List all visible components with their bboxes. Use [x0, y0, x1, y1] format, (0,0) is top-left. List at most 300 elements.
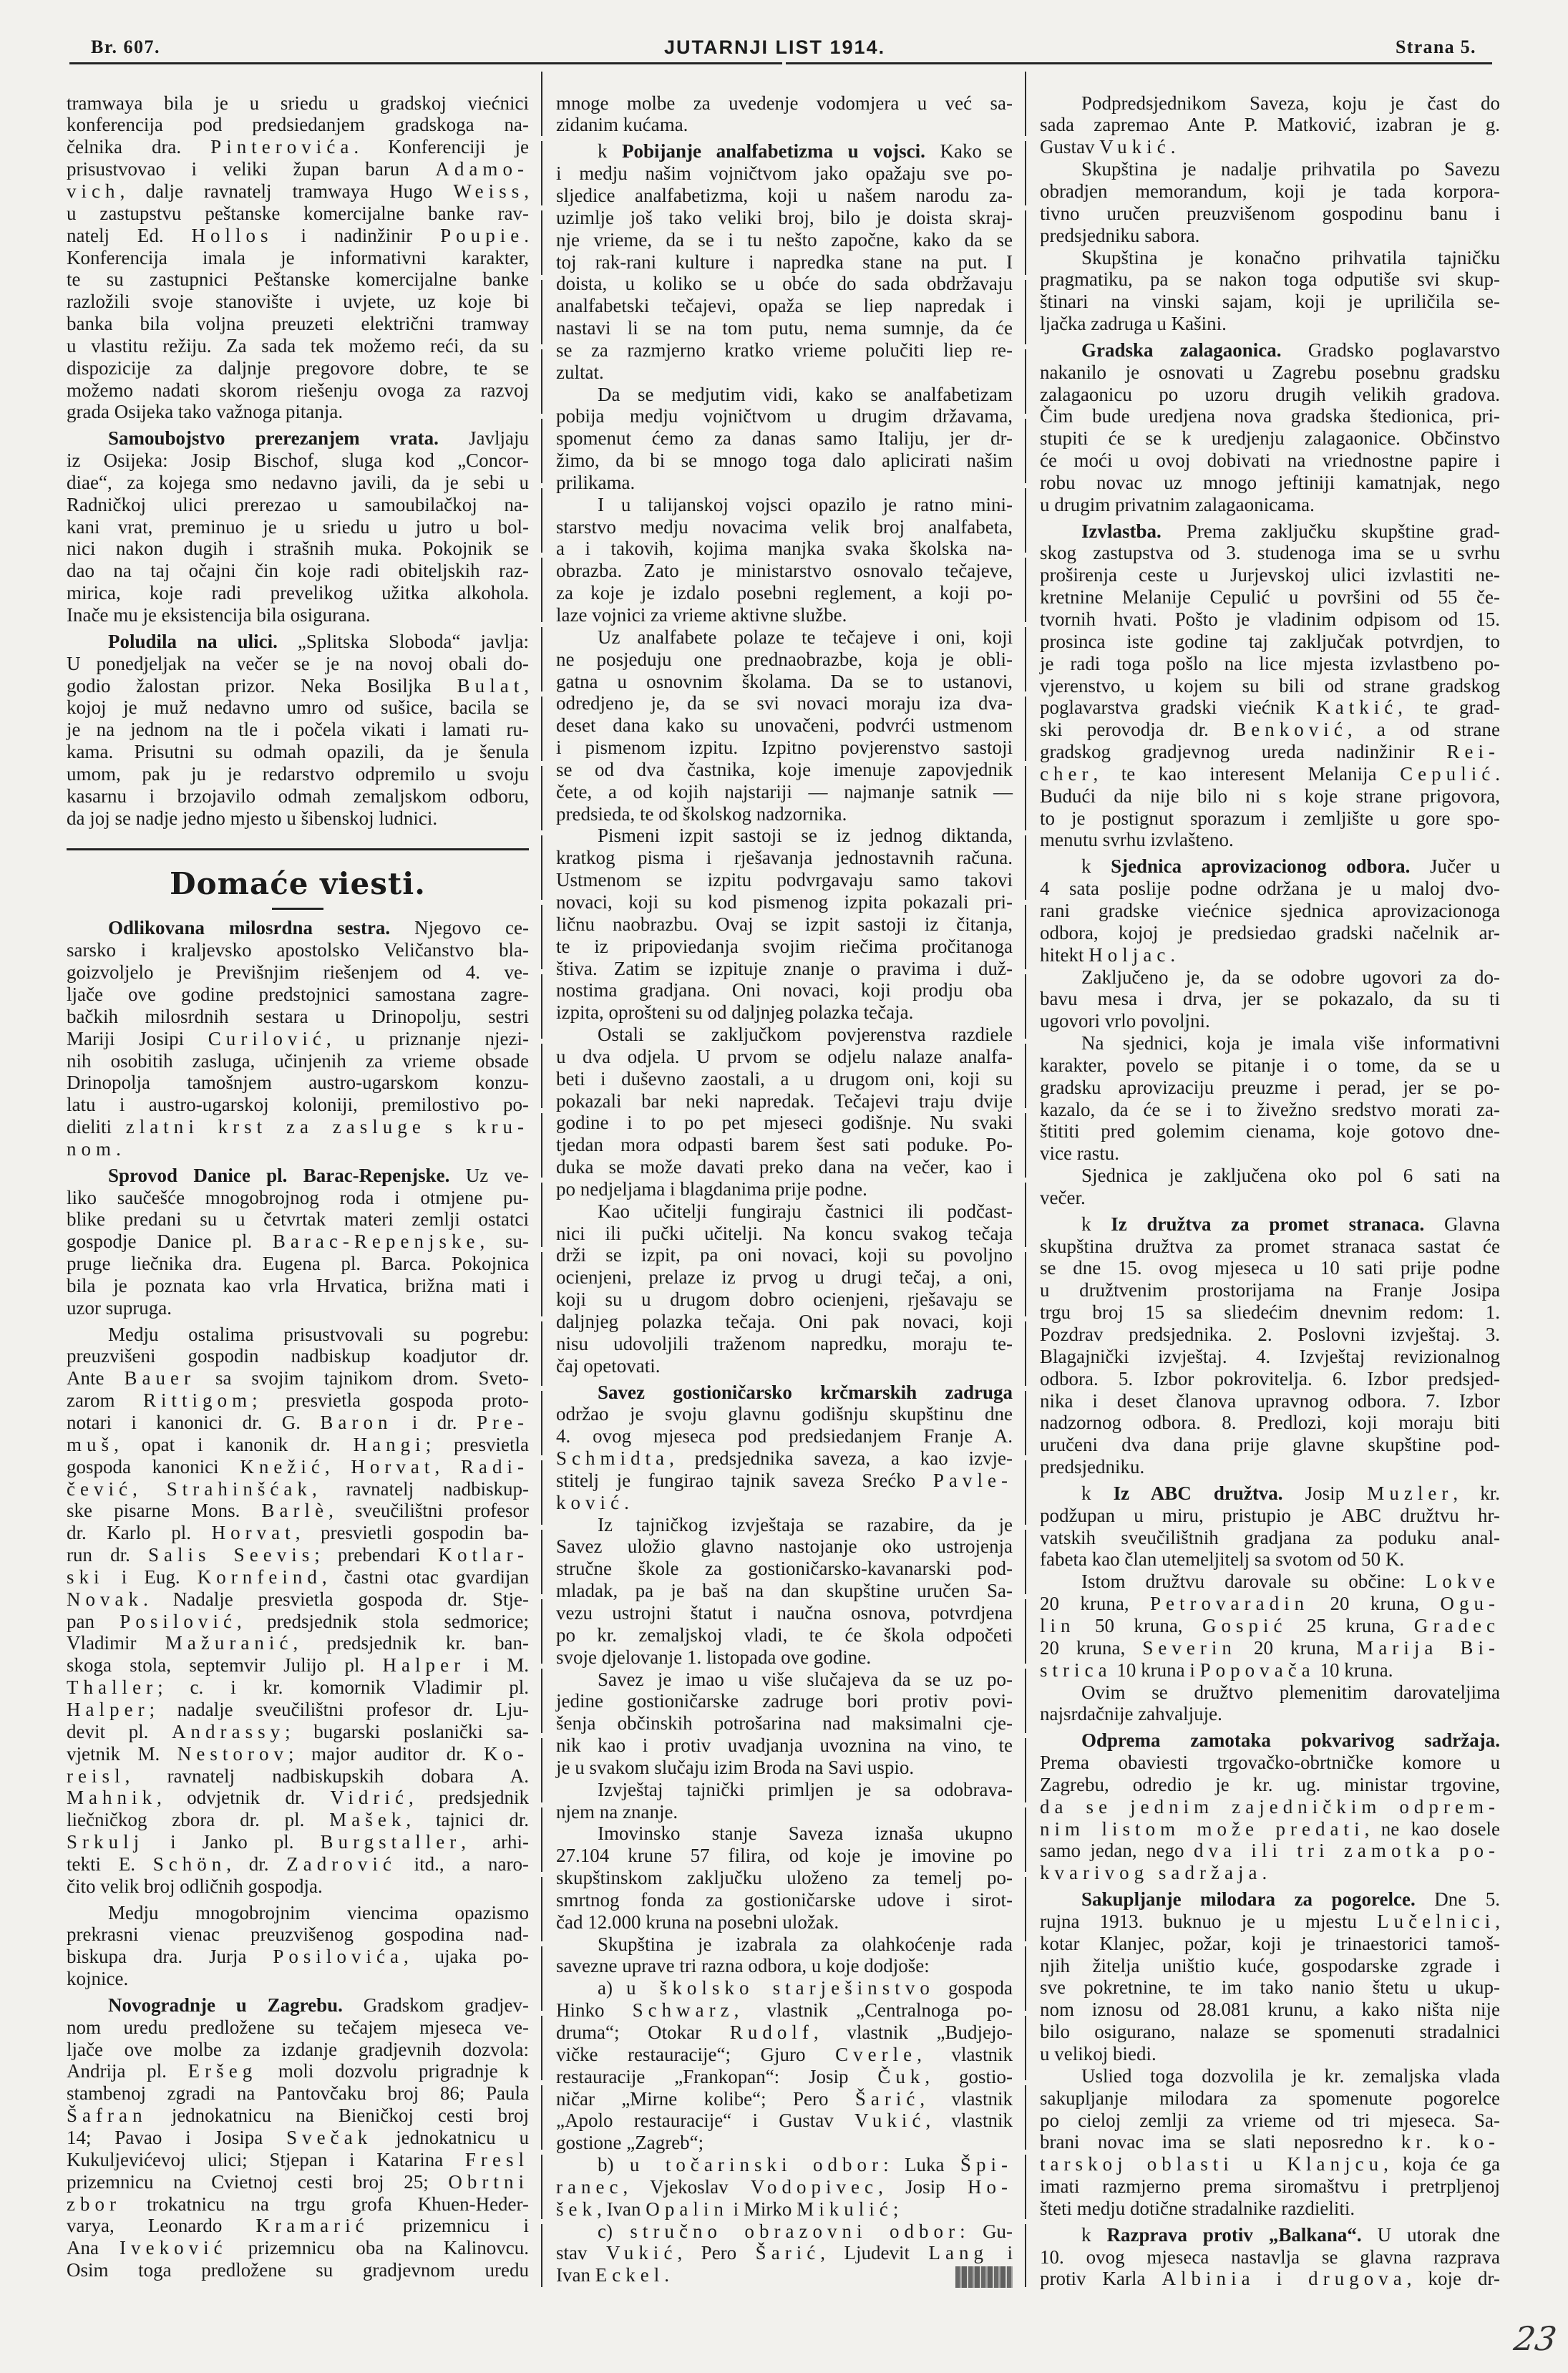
text-line	[67, 2060, 529, 2082]
letterspaced-emphasis: Burgstaller	[320, 1831, 462, 1853]
text-line: iz Osijeka: Josip Bischof, sluga kod „Concor-	[67, 450, 529, 472]
text-line: predsjedniku.	[1040, 1456, 1145, 1478]
paragraph	[556, 1933, 1013, 1978]
letterspaced-emphasis: Posilovića	[273, 1946, 404, 1968]
text-run: zarom	[67, 1389, 143, 1412]
text-line	[1040, 2224, 1500, 2246]
text-line: nika i deset članova upravnog odbora. 7. Izbor	[1040, 1389, 1500, 1412]
text-line	[67, 2215, 529, 2237]
text-run: , vlastnik „Budjejo-	[813, 2022, 1013, 2043]
text-line: duka se može davati preko dana na večer, kao i	[556, 1156, 1013, 1178]
text-line: analfabetski tečajevi, opaža se liep napredak i	[556, 295, 1013, 317]
text-line: štiva. Zatim se izpituje znanje o pravima i duž-	[556, 957, 1013, 979]
text-line: Konferencija imala je informativni karakter,	[67, 246, 529, 268]
text-run: Gradsko poglavarstvo	[1281, 339, 1501, 361]
text-line: I u talijanskoj vojsci opazilo je ratno mini-	[598, 493, 1013, 515]
text-run: k	[1081, 2223, 1107, 2246]
text-line: preuzvišeni gospodin nadbiskup koadjutor dr.	[67, 1345, 529, 1367]
text-run: liečničkog zbora dr. pl.	[67, 1809, 330, 1831]
letterspaced-emphasis: u točarinski odbor	[629, 2154, 884, 2176]
text-line: Savez je imao u više slučajeva da se uz po-	[598, 1668, 1013, 1690]
letterspaced-emphasis: nom	[67, 1137, 117, 1160]
text-run: poglavarstva gradski viećnik	[1040, 697, 1317, 719]
section-divider-rule	[67, 848, 529, 850]
text-line	[67, 2171, 529, 2193]
text-line: dispozicije za daljnje pregovore dobre, te se	[67, 356, 529, 379]
text-line	[67, 1478, 529, 1500]
text-line: sljedice analfabetizma, koji u našem narodu za-	[556, 184, 1013, 206]
text-line: predsjedniku sabora.	[1040, 224, 1200, 246]
text-run: a)	[598, 1977, 627, 1999]
text-run: Glavna	[1424, 1213, 1501, 1235]
letterspaced-emphasis: Albinia i drugova	[1162, 2268, 1407, 2290]
letterspaced-emphasis: Severin	[1142, 1636, 1237, 1659]
text-line: bila je poznata kao vrla Hrvatica, brižna mati i	[67, 1274, 529, 1296]
letterspaced-emphasis: Curilović	[208, 1027, 326, 1049]
column-3	[1040, 92, 1500, 2291]
text-line: i pismenom izpitu. Izpitno povjerenstvo sastoji	[556, 737, 1013, 759]
text-run: ,	[524, 180, 529, 202]
text-line	[1040, 855, 1500, 878]
text-line: Pismeni izpit sastoji se iz jednog diktanda,	[598, 825, 1013, 847]
text-line: bavu mesa i drva, jer se pokazalo, da su ti	[1040, 988, 1500, 1010]
text-run: „Splitska Sloboda“ javlja:	[277, 630, 529, 652]
letterspaced-emphasis: Eršeg	[188, 2060, 258, 2082]
text-line: mnoge molbe za uvedenje vodomjera u već sa-	[556, 92, 1013, 114]
text-line: godine i to po pet mjeseci godišnje. Nu svaki	[556, 1112, 1013, 1134]
paragraph	[556, 494, 1013, 626]
article-headline: Gradska zalagaonica.	[1081, 339, 1282, 361]
text-line: sada zapremao Ante P. Matković, izabran je g.	[1040, 114, 1500, 136]
text-run: restauracije „Frankopan“: Josip	[556, 2065, 878, 2087]
text-run: moli dozvolu prigradnje k	[257, 2060, 529, 2082]
text-line: održao je svoju glavnu godišnju skupštinu dne	[556, 1403, 1013, 1425]
text-line: vezu ustrojni štatut i naučna osnova, potvrdjena	[556, 1601, 1013, 1624]
letterspaced-emphasis: Ho-	[967, 2175, 1013, 2198]
text-run: Gustav	[1040, 136, 1100, 158]
article-headline: Iz družtva za promet stranaca.	[1111, 1213, 1425, 1235]
letterspaced-emphasis: Mikulić	[797, 2198, 893, 2220]
text-run: Gradskom gradjev-	[342, 1994, 529, 2016]
letterspaced-emphasis: zlatni krst za zasluge s kru-	[125, 1116, 529, 1138]
text-run: run dr.	[67, 1544, 148, 1566]
letterspaced-emphasis: Iveković	[120, 2237, 228, 2259]
text-line: šenja občinskih potrošarina nad maksimalni cje-	[556, 1712, 1013, 1734]
text-line	[556, 1382, 1013, 1404]
text-run: prisustvovao i veliki župan barun	[67, 158, 436, 180]
text-run: godio žalostan prizor. Neka Bosiljka	[67, 674, 457, 697]
letterspaced-emphasis: Obrtni	[448, 2170, 529, 2193]
letterspaced-emphasis: Cepulić	[1400, 762, 1496, 785]
text-run: „Apolo restauracije“ i Gustav	[556, 2110, 854, 2132]
text-line: se dne 15. ovog mjeseca u 10 sati prije podne	[1040, 1257, 1500, 1279]
text-line: te su zastupnici Peštanske komercijalne banke	[67, 268, 529, 291]
text-run: 14; Pavao i Josipa	[67, 2127, 287, 2148]
text-line: 4 sata poslije podne održana je u maloj dvo-	[1040, 878, 1500, 900]
text-run: ničar „Mirne kolibe“; Pero	[556, 2087, 855, 2110]
text-line: drži se izpit, pa oni novaci, koji su povoljno	[556, 1244, 1013, 1266]
paragraph	[1040, 247, 1500, 335]
paragraph	[1040, 1571, 1500, 1681]
text-run: 20 kruna,	[1309, 1593, 1441, 1615]
section-heading: Domaće viesti.	[170, 866, 426, 902]
text-line	[67, 1831, 529, 1853]
paragraph	[1040, 1165, 1500, 1209]
text-run: gradskog gradjevnog ureda nadinžinir	[1040, 741, 1447, 763]
text-line	[67, 917, 529, 939]
text-line: gatna u osnovnim školama. Da se to ustanovi,	[556, 670, 1013, 692]
text-line: gradsku aprovizaciju preuzme i perad, jer se po-	[1040, 1076, 1500, 1098]
text-line: u dva odjela. U prvom se odjelu nalaze analfa-	[556, 1045, 1013, 1067]
text-run: samo jedan, nego	[1040, 1840, 1194, 1862]
text-run: 10 kruna i	[1111, 1659, 1200, 1681]
text-run: , predsjednik kr. ban-	[293, 1632, 529, 1654]
text-line	[556, 2198, 1013, 2221]
paragraph	[1040, 2065, 1500, 2220]
text-run: gospoda	[934, 1977, 1013, 1999]
text-run: ,	[132, 1477, 167, 1500]
letterspaced-emphasis: nim listom može predati	[1040, 1818, 1365, 1840]
text-run: gospoda kanonici	[67, 1455, 240, 1477]
text-line: stambenoj zgradi na Pantovčaku broj 86; Paula	[67, 2082, 529, 2105]
text-line: liko saučešće mnogobrojnog roda i otmjene pu-	[67, 1186, 529, 1208]
letterspaced-emphasis: Katkić	[1316, 697, 1398, 719]
letterspaced-emphasis: Vukić	[605, 2242, 678, 2264]
text-line: je na jednom na tle i počela vikati i lamati ru-	[67, 719, 529, 741]
text-run: varya, Leonardo	[67, 2215, 256, 2237]
news-article	[556, 1382, 1013, 1514]
news-article	[67, 1165, 529, 1319]
article-headline: Razprava protiv „Balkana“.	[1106, 2223, 1362, 2246]
letterspaced-emphasis: Vukić	[1099, 136, 1171, 158]
text-run: ; bugarski poslanički sa-	[285, 1720, 529, 1742]
letterspaced-emphasis: Pre-	[476, 1412, 529, 1433]
text-line: umom, pak ju je redarstvo odpremilo u svoju	[67, 762, 529, 785]
article-headline: Sprovod Danice pl. Barac-Repenjske.	[108, 1164, 450, 1186]
text-line	[67, 1544, 529, 1566]
text-run: trokatnicu na trgu grofa Khuen-Heder-	[121, 2193, 529, 2215]
text-run: k	[1081, 1213, 1111, 1235]
news-article	[67, 917, 529, 1160]
text-line: skupština družtva za promet stranaca sastat će	[1040, 1235, 1500, 1257]
text-run: 20 kruna,	[1040, 1593, 1150, 1615]
text-line: novaci, koji su kod pismenog izpita pokazali pri-	[556, 891, 1013, 913]
letterspaced-emphasis: Rei-	[1446, 741, 1500, 763]
text-line	[67, 1389, 529, 1412]
text-run: ; prebendari	[314, 1544, 439, 1566]
text-run: ; presvietla	[425, 1433, 529, 1455]
text-line	[1040, 1482, 1500, 1505]
text-run: , kr.	[1453, 1482, 1500, 1504]
article-headline: Odprema zamotaka pokvarivog sadržaja.	[1081, 1729, 1500, 1752]
text-line: po kr. zemaljskoj vladi, te će škola odpočeti	[556, 1624, 1013, 1646]
news-article	[556, 140, 1013, 383]
text-run: i Janko pl.	[144, 1831, 321, 1853]
text-line: pruge liečnika dra. Eugena pl. Barca. Pokojnica	[67, 1253, 529, 1275]
text-line	[1040, 1593, 1500, 1615]
text-line: karakter, povelo se pitanje i o tome, da se u	[1040, 1054, 1500, 1076]
text-line: a i takovih, kojima manjka svaka školska na-	[556, 538, 1013, 560]
text-run: , vlastnik	[925, 2110, 1013, 2132]
text-run: , predsjednik	[408, 1787, 529, 1809]
text-run: prizemnicu oba na Kalinovcu.	[227, 2237, 530, 2259]
text-run: prizemnicu na Cvietnoj cesti broj 25;	[67, 2170, 449, 2193]
text-line	[67, 2193, 529, 2216]
text-line: Radničkoj ulici prerezao u samoubilačkoj na-	[67, 493, 529, 515]
letterspaced-emphasis: Gradec	[1413, 1614, 1500, 1636]
paragraph	[556, 2221, 1013, 2287]
text-line: se za razmjerno kratko vrieme polučiti liep re-	[556, 339, 1013, 361]
text-line	[1040, 697, 1500, 719]
news-article	[1040, 1729, 1500, 1884]
text-run: ; presvietla gospoda proto-	[252, 1389, 529, 1412]
text-run: Mariji Josipi	[67, 1027, 208, 1049]
paragraph	[556, 1779, 1013, 1823]
text-run: itd., a naro-	[396, 1853, 529, 1875]
letterspaced-emphasis: strica	[1040, 1659, 1112, 1681]
letterspaced-emphasis: Vukić	[854, 2110, 926, 2132]
text-line: Imovinsko stanje Saveza iznaša ukupno	[598, 1823, 1013, 1845]
letterspaced-emphasis: u školsko starješinstvo	[626, 1977, 935, 1999]
text-line: Drinopolja tamošnjem austro-ugarskom konzu-	[67, 1072, 529, 1094]
text-line: proširenja ceste u Jurjevskoj ulici izvlastiti ne-	[1040, 564, 1500, 586]
letterspaced-emphasis: Lučelnici	[1377, 1910, 1496, 1932]
text-run: , te grad-	[1398, 697, 1500, 719]
text-line: Uz analfabete polaze te tečajeve i oni, koji	[598, 626, 1013, 648]
text-line	[67, 136, 529, 158]
text-run: 20 kruna,	[1040, 1636, 1143, 1659]
text-line: mladak, pa je baš na dan skupštine uručen Sa-	[556, 1580, 1013, 1602]
text-run: .	[524, 224, 529, 246]
letterspaced-emphasis: Kotlar-	[438, 1544, 529, 1566]
text-run: tekti E.	[67, 1853, 153, 1875]
text-run: i Eug.	[104, 1566, 198, 1588]
text-line: latu i austro-ugarskoj koloniji, premilostivo po-	[67, 1094, 529, 1116]
text-line: po nedjeljama i blagdanima prije podne.	[556, 1178, 867, 1200]
text-line: da joj se nadje jedno mjesto u šibenskoj ludnici.	[67, 807, 438, 829]
text-run: vjetnik M.	[67, 1742, 177, 1765]
text-run: k	[598, 140, 623, 162]
text-line	[1040, 2268, 1500, 2290]
text-line: Medju ostalima prisustvovali su pogrebu:	[108, 1323, 529, 1345]
text-line: nik kao i protiv uvadjanja uvoznina na vino, te	[556, 1734, 1013, 1757]
letterspaced-emphasis: kr. ko-	[1401, 2131, 1500, 2153]
text-run: , častni otac gvardijan	[321, 1566, 529, 1588]
text-run: : Luka	[883, 2154, 960, 2176]
text-run: dr. Karlo pl.	[67, 1522, 212, 1544]
text-line: fabeta kao član utemeljitelj sa svotom od 50 K.	[1040, 1548, 1405, 1571]
text-line	[1040, 741, 1500, 763]
letterspaced-emphasis: Šafran	[67, 2105, 147, 2127]
letterspaced-emphasis: ski	[67, 1566, 104, 1588]
text-line: večer.	[1040, 1186, 1086, 1208]
text-line: Blagajnički izvještaj. 4. Izvještaj revizionalnog	[1040, 1345, 1500, 1367]
text-line	[67, 1787, 529, 1809]
text-run: .	[664, 2264, 670, 2286]
text-line: Osim toga predložene su gradjevnom uredu	[67, 2259, 529, 2281]
text-run: k	[1081, 855, 1111, 878]
text-line: menutu svrhu izvlašteno.	[1040, 829, 1234, 851]
paragraph	[67, 92, 529, 424]
text-line: Ostali se zaključkom povjerenstva razdiele	[598, 1024, 1013, 1046]
text-line: uzor supruga.	[67, 1296, 172, 1319]
letterspaced-emphasis: Pinterovića	[210, 136, 354, 158]
letterspaced-emphasis: Srkulj	[67, 1831, 145, 1853]
text-line	[1040, 944, 1500, 966]
text-line: Medju mnogobrojnim viencima opazismo	[108, 1901, 529, 1923]
text-line: odredjeno je, da se svi novaci moraju iza dva-	[556, 692, 1013, 714]
text-run: Dne 5.	[1415, 1888, 1501, 1911]
article-headline: Iz ABC družtva.	[1113, 1482, 1283, 1504]
article-headline: Novogradnje u Zagrebu.	[108, 1994, 343, 2016]
text-line	[1040, 1659, 1500, 1682]
masthead-rule	[786, 62, 1492, 64]
text-line: nadzornog odbora. 8. Predlozi, koji moraju biti	[1040, 1412, 1500, 1434]
text-run: ,	[434, 1455, 461, 1477]
text-run: , Ivan	[597, 2198, 646, 2220]
text-run: Vladimir	[67, 1632, 165, 1654]
text-line: pobija medju vojničtvom u drugim državama,	[556, 405, 1013, 427]
paragraph	[1040, 966, 1500, 1033]
letterspaced-emphasis: Radi-	[460, 1455, 529, 1477]
paragraph	[556, 1823, 1013, 1933]
text-run: , vlastnik	[920, 2087, 1013, 2110]
text-run: ; major auditor dr.	[288, 1742, 484, 1765]
paragraph	[556, 92, 1013, 137]
text-line: uručeni dva dana prije glavne skupštine pod-	[1040, 1434, 1500, 1456]
text-line: ljačka zadruga u Kašini.	[1040, 313, 1227, 335]
text-line: spomenut ćemo za danas samo Italiju, jer dr-	[556, 427, 1013, 450]
text-line: prekrasni vienac preuzvišenog gospodina nad-	[67, 1923, 529, 1946]
issue-number: Br. 607.	[91, 37, 160, 57]
text-line: svoje djelovanje 1. listopada ove godine.	[556, 1646, 872, 1668]
text-line: zultat.	[556, 361, 604, 383]
text-run: Jučer u	[1410, 855, 1501, 878]
text-run: ski perovodja dr.	[1040, 719, 1234, 741]
paragraph	[556, 825, 1013, 1024]
letterspaced-emphasis: Čuk	[877, 2065, 925, 2087]
text-run: b)	[598, 2154, 630, 2176]
text-line	[67, 1165, 529, 1187]
text-line: robu novac uz mnogo jeftiniji kamatnjak, nego	[1040, 471, 1500, 493]
text-run: ske pisarne Mons.	[67, 1500, 262, 1522]
text-line: u velikoj biedi.	[1040, 2043, 1156, 2064]
letterspaced-emphasis: Kramarić	[255, 2215, 369, 2237]
text-line	[67, 1367, 529, 1389]
text-line: grada Osijeka tako važnoga pitanja.	[67, 401, 344, 423]
text-line: skog zastupstva od 3. studenoga ima se u svrhu	[1040, 542, 1500, 564]
text-line	[556, 1447, 1013, 1470]
text-run: .	[624, 1491, 629, 1513]
text-run: , u priznanje njezi-	[326, 1027, 529, 1049]
text-line	[1040, 1213, 1500, 1236]
text-run: , Ljudevit	[820, 2242, 929, 2264]
text-line: beti i duševno zaostali, a u drugom oni, koji su	[556, 1067, 1013, 1090]
text-run: sa svojim tajnikom drom. Sveto-	[195, 1367, 529, 1389]
letterspaced-emphasis: šek	[556, 2198, 598, 2220]
text-run: rujna 1913. buknuo je u mjestu	[1040, 1910, 1378, 1932]
text-run: c)	[598, 2220, 630, 2242]
text-line	[556, 2242, 1013, 2264]
text-line: doista, u koliko se u obće do sada obdržavaju	[556, 273, 1013, 295]
text-line: kani vrat, preminuo je u sriedu u jutro u bol-	[67, 515, 529, 538]
text-run: , dalje ravnatelj tramwaya Hugo	[120, 180, 454, 202]
text-run: dieliti	[67, 1116, 126, 1138]
news-article	[1040, 339, 1500, 516]
text-line	[67, 1028, 529, 1050]
news-article	[1040, 1888, 1500, 2065]
letterspaced-emphasis: čević	[67, 1477, 133, 1500]
text-line: kama. Prisutni su odmah opazili, da je šenula	[67, 741, 529, 763]
text-line: u drugim privatnim zalagaonicama.	[1040, 493, 1315, 515]
text-line: nisu udovoljili traženom napredku, moraju te-	[556, 1332, 1013, 1354]
text-line: pragmatiku, pa se nakon toga odputiše svi skup-	[1040, 268, 1500, 291]
text-line	[556, 2110, 1013, 2132]
letterspaced-emphasis: Strahinšćak	[166, 1477, 312, 1500]
text-line: Uslied toga dozvolila je kr. zemaljska vlada	[1081, 2064, 1500, 2087]
text-run: Javljaju	[438, 427, 529, 450]
news-article	[67, 1994, 529, 2281]
text-line: zidanim kućama.	[556, 114, 688, 136]
masthead-rule	[69, 62, 782, 64]
text-line: podžupan u miru, pristupio je ABC družtvu hr-	[1040, 1504, 1500, 1526]
letterspaced-emphasis: Halper	[382, 1654, 466, 1676]
text-line: u vlastitu režiju. Za sada tek možemo reći, da su	[67, 334, 529, 356]
text-line	[67, 1456, 529, 1478]
text-line	[1040, 2131, 1500, 2153]
text-line: nih osobitih zasluga, učinjenih za vrieme obsade	[67, 1049, 529, 1072]
text-run: protiv Karla	[1040, 2268, 1162, 2290]
text-line: zalagaonicu po uzoru drugih velikih gradova.	[1040, 383, 1500, 405]
text-line	[1040, 1818, 1500, 1840]
text-run: . Nadalje presvietla gospoda dr. Stje-	[143, 1588, 529, 1610]
letterspaced-emphasis: Petrovaradin	[1149, 1593, 1310, 1615]
text-line: i medju našim vojničtvom jako opažaju sve po-	[556, 162, 1013, 185]
text-line	[556, 2088, 1013, 2110]
text-line	[67, 1994, 529, 2017]
letterspaced-emphasis: Hangi	[353, 1433, 426, 1455]
letterspaced-emphasis: Hollos	[191, 224, 273, 246]
text-run: Ivan	[556, 2264, 595, 2286]
page-label: Strana 5.	[1396, 37, 1476, 57]
text-run: ; c. i kr. komornik Vladimir pl.	[157, 1676, 529, 1699]
letterspaced-emphasis: Marija Bi-	[1356, 1636, 1500, 1659]
text-line: dao na taj očajni čin koje radi obiteljskih raz-	[67, 560, 529, 582]
paragraph	[67, 1324, 529, 1898]
text-line: je radi toga pošlo na lice mjesta izvlastbeno po-	[1040, 652, 1500, 674]
text-run: i	[988, 2242, 1013, 2264]
text-line: štinari na vinski sajam, koji je upriličila se-	[1040, 291, 1500, 313]
text-line: nom iznosu od 28.081 krunu, a kako ništa nije	[1040, 1999, 1500, 2021]
text-line: laze vojnici za vrieme aktivne službe.	[556, 604, 847, 626]
text-line: nici ili pučki učitelji. Na koncu svakog tečaja	[556, 1222, 1013, 1244]
text-line: čete, a od kojih najstariji — najmanje satnik —	[556, 780, 1013, 802]
text-line	[1040, 520, 1500, 543]
letterspaced-emphasis: Schwarz	[632, 1999, 734, 2022]
text-line: toj rak-rani kulture i napredka stane na put. I	[556, 251, 1013, 273]
paragraph	[1040, 1032, 1500, 1165]
letterspaced-emphasis: Schön	[152, 1853, 227, 1875]
text-run: , Vjekoslav	[623, 2175, 751, 2198]
text-run: 20 kruna,	[1236, 1636, 1357, 1659]
text-line: Ovim se družtvo plemenitim darovateljima	[1081, 1681, 1500, 1703]
text-line	[67, 180, 529, 203]
text-run: ;	[892, 2198, 899, 2220]
paragraph	[556, 1024, 1013, 1200]
text-line: Pozdrav predsjednika. 2. Poslovni izvještaj. 3.	[1040, 1324, 1500, 1345]
text-line: Podpredsjednikom Saveza, koju je čast do	[1081, 92, 1500, 114]
text-line	[556, 1999, 1013, 2022]
